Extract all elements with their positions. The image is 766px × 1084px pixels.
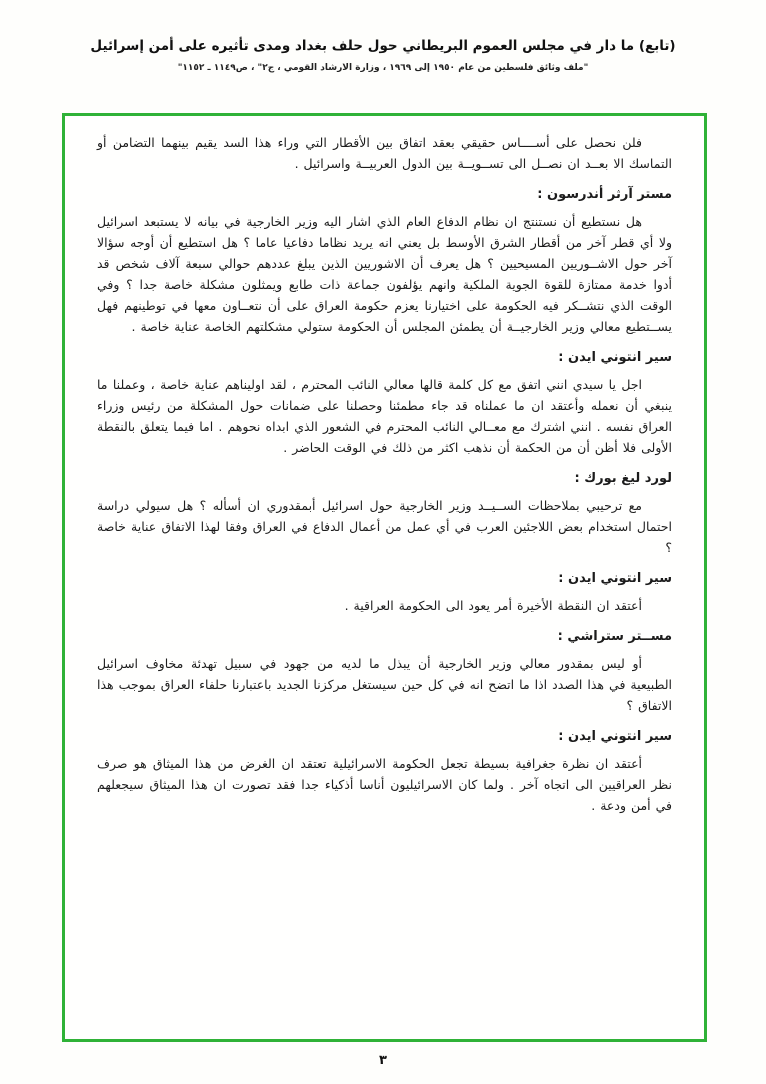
section-paragraph: اجل يا سيدي انني اتفق مع كل كلمة قالها معالي النائب المحترم ، لقد اوليناهم عناية خاصة ، وعملنا ما ينبغي أن نعمله وأعتقد ان ما عملناه قد جاء مطمئنا وحصلنا على ضمانات حول المشكلة من رئيس وزراء العراق نفسه . انني اشترك مع معــالي النائب المحترم في الشعور الذي ابداه نحوهم . اما فيما يتعلق بالنقطة الأولى فلا أظن أن من الحكمة أن نذهب اكثر من ذلك في الوقت الحاضر . (97, 377, 672, 455)
section-paragraph: أعتقد ان النقطة الأخيرة أمر يعود الى الحكومة العراقية . (344, 598, 642, 613)
section-heading-eden-1: سير انتوني ايدن : (558, 350, 672, 365)
green-border-content-box (62, 113, 707, 1042)
section-paragraph: أعتقد ان نظرة جغرافية بسيطة تجعل الحكومة الاسرائيلية تعتقد ان الغرض من هذا الميثاق هو صرف نظر العراقيين الى اتجاه آخر . ولما كان الاسرائيليون أناسا أذكياء جدا فقد تصورت ان هذا الميثاق سيجعلهم في أمن ودعة . (97, 756, 672, 813)
section-paragraph: أو ليس بمقدور معالي وزير الخارجية أن يبذل ما لديه من جهود في سبيل تهدئة مخاوف اسرائيل الطبيعية في هذا الصدد اذا ما اتضح انه في كل حين سيستغل مركزنا الجديد باعتبارنا حلفاء العراق بموجب هذا الاتفاق ؟ (97, 656, 672, 713)
document-source-citation: "ملف وثائق فلسطين من عام ١٩٥٠ إلى ١٩٦٩ ، وزارة الارشاد القومي ، ج٢" ، ص١١٤٩ ـ ١١٥٢" (177, 63, 589, 73)
section-heading-strachey: مســتر ستراشي : (557, 629, 672, 644)
section-heading-eden-3: سير انتوني ايدن : (558, 729, 672, 744)
document-title: (تابع) ما دار في مجلس العموم البريطاني حول حلف بغداد ومدى تأثيره على أمن إسرائيل (90, 38, 676, 54)
document-header (0, 0, 766, 73)
page-number: ٣ (379, 1053, 387, 1068)
section-paragraph: مع ترحيبي بملاحظات الســيــد وزير الخارجية حول اسرائيل أبمقدوري ان أسأله ؟ هل سيولي دراسة احتمال استخدام بعض اللاجئين العرب في أي عمل من أعمال الدفاع في العراق وفقا لهذا الاتفاق عناية خاصة ؟ (97, 498, 672, 555)
section-heading-anderson: مستر آرثر أندرسون : (537, 187, 672, 202)
intro-paragraph: فلن نحصل على أســــاس حقيقي بعقد اتفاق بين الأقطار التي وراء هذا السد يقيم بينهما التضامن أو التماسك الا بعــد ان نصــل الى تســويــة بين الدول العربيــة واسرائيل . (97, 135, 672, 171)
section-heading-lord-burke: لورد ليغ بورك : (574, 471, 672, 486)
section-heading-eden-2: سير انتوني ايدن : (558, 571, 672, 586)
section-paragraph: هل نستطيع أن نستنتج ان نظام الدفاع العام الذي اشار اليه وزير الخارجية في بيانه لا يستبعد اسرائيل ولا أي قطر آخر من أقطار الشرق الأوسط بل يعني انه يريد نظاما دفاعيا عاما ؟ هل استطيع أن أوجه سؤالا آخر حول الاشــوريين المسيحيين ؟ هل يعرف أن الاشوريين الذين يبلغ عددهم حوالي سبعة آلاف شخص قد أدوا خدمة ممتازة للقوة الجوية الملكية وانهم يؤلفون جماعة ذات طابع ويمثلون مشكلة خاصة جدا ؟ وفي الوقت الذي نتشــكر فيه الحكومة على اختيارنا يعزم حكومة العراق على أن نتعــاون معها في توطينهم فهل يســتطيع معالي وزير الخارجيــة أن يطمئن المجلس أن الحكومة ستولي مشكلتهم الخاصة عناية خاصة . (97, 214, 672, 334)
